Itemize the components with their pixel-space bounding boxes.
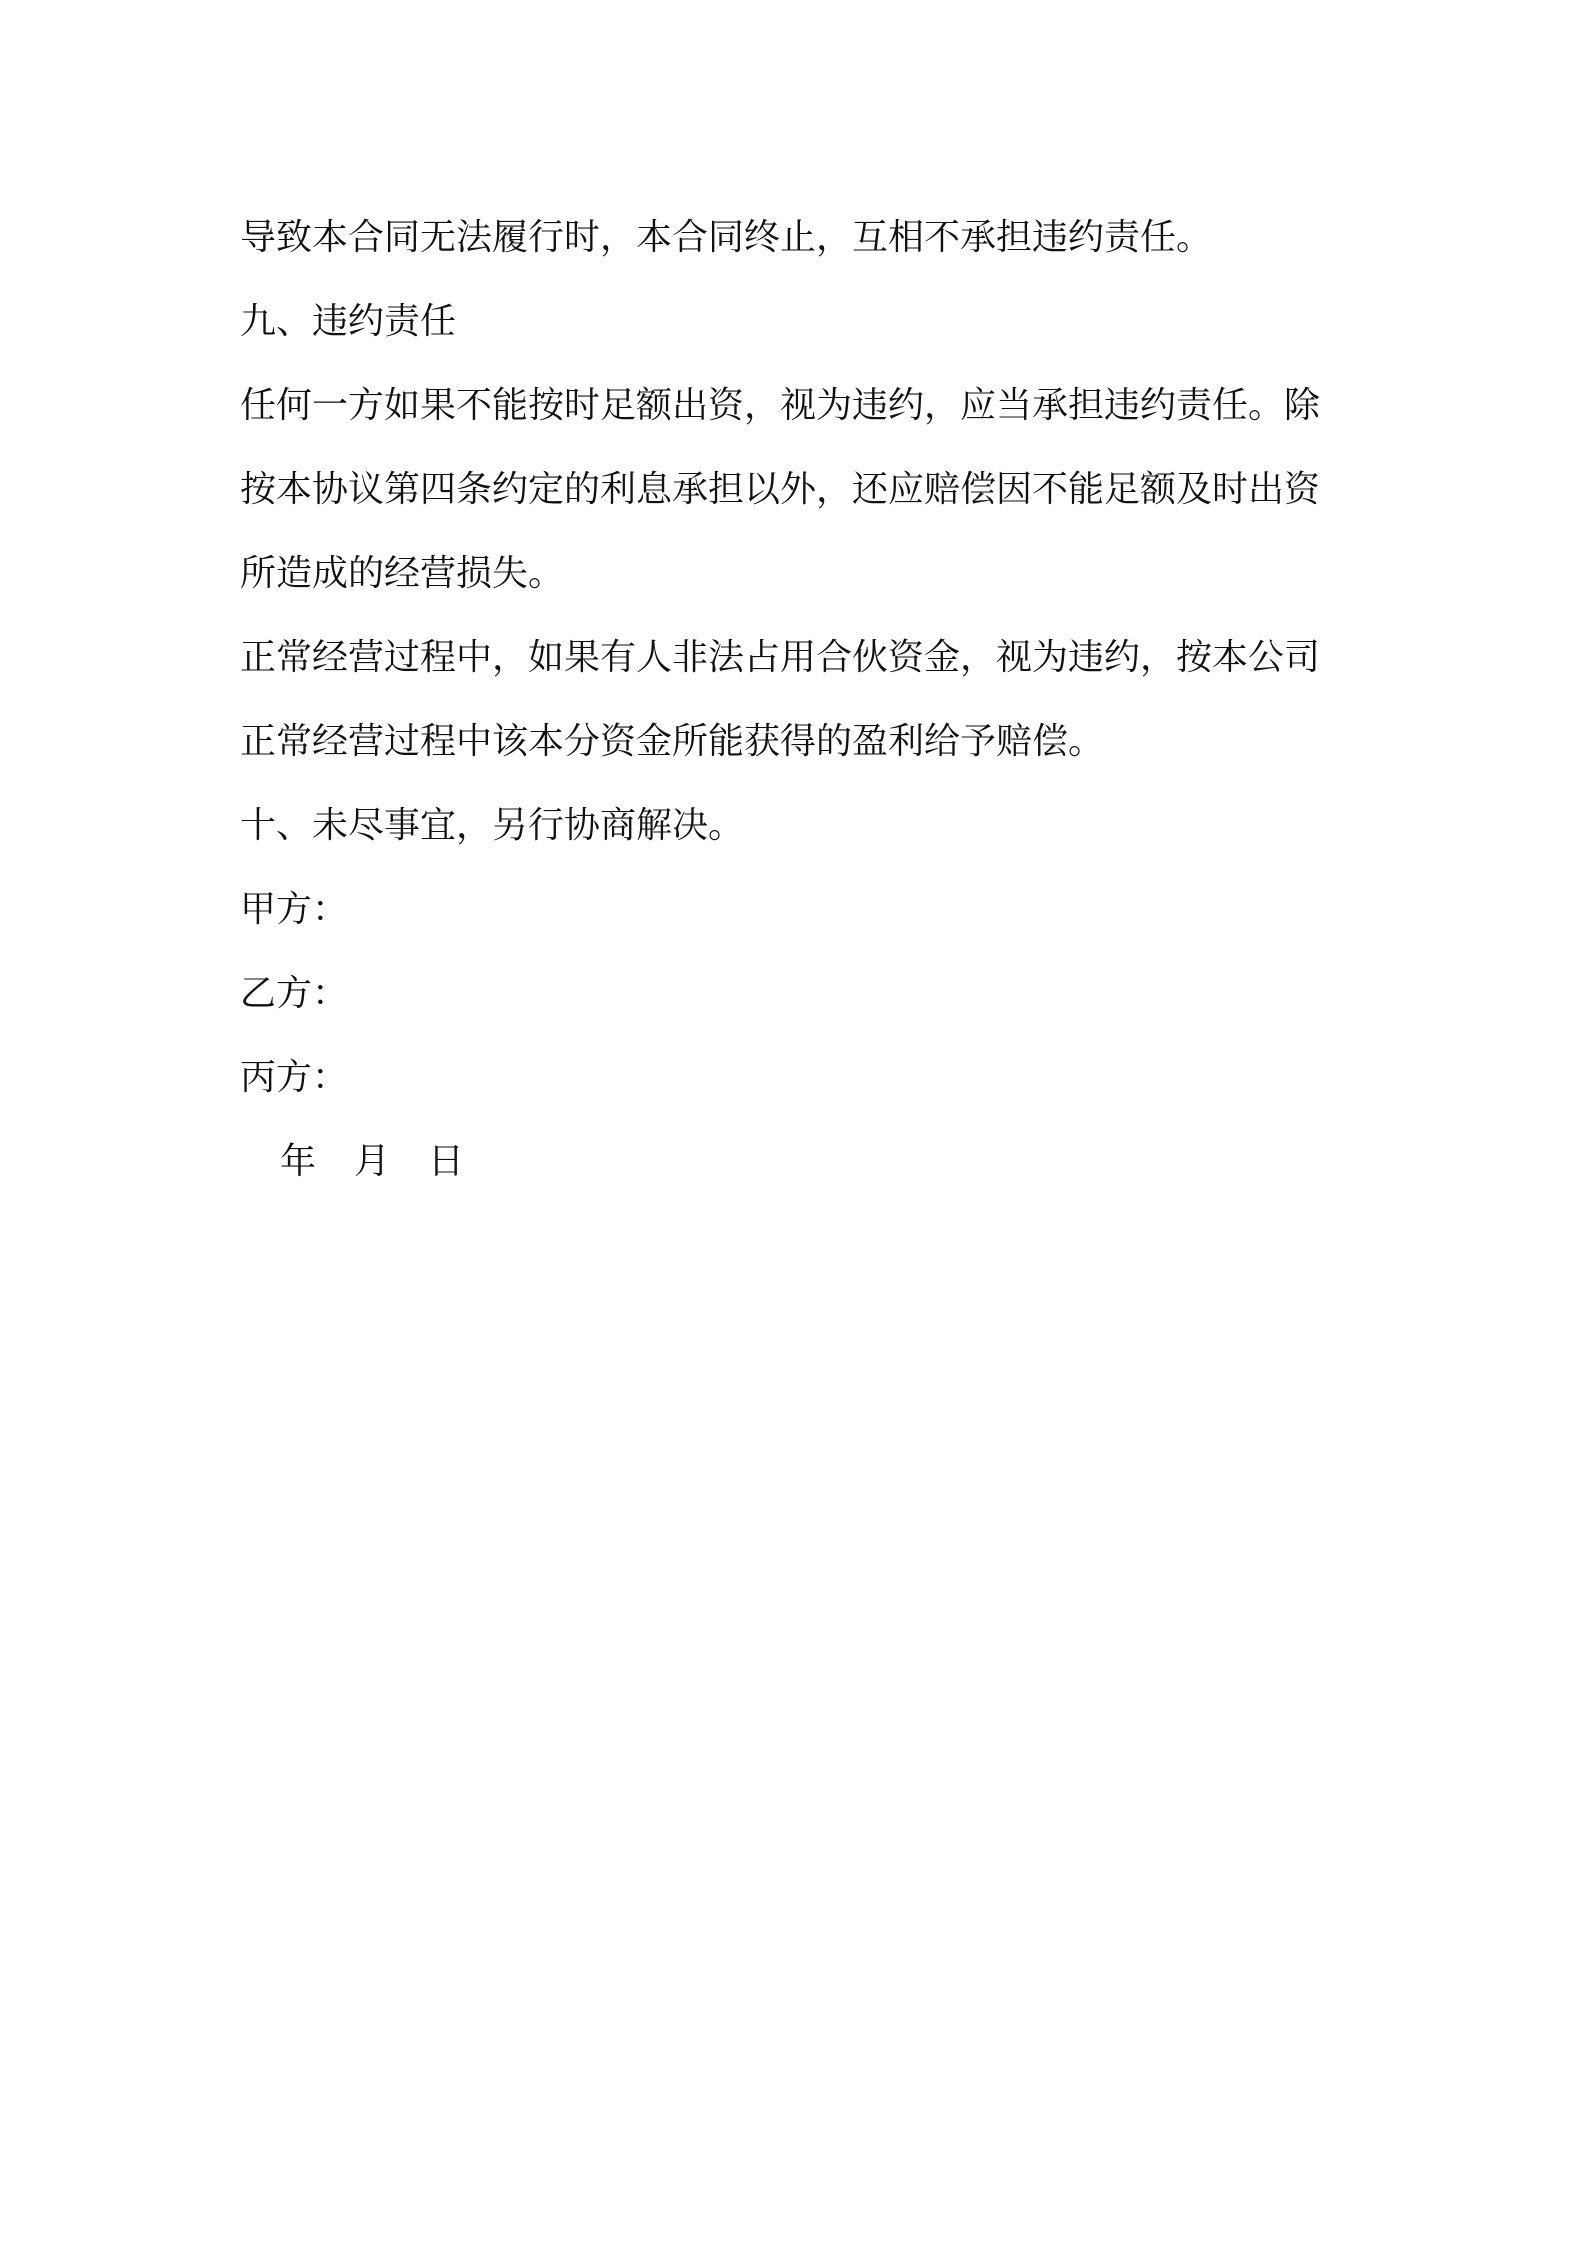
- document-body: [240, 196, 1356, 1204]
- section-heading-breach: 九、违约责任: [240, 301, 457, 342]
- date-line: [240, 1120, 1356, 1204]
- section-heading-misc: 十、未尽事宜，另行协商解决。: [240, 805, 745, 846]
- paragraph-line: 任何一方如果不能按时足额出资，视为违约，应当承担违约责任。除: [240, 385, 1321, 426]
- paragraph-line: 按本协议第四条约定的利息承担以外，还应赔偿因不能足额及时出资: [240, 469, 1321, 510]
- paragraph-line: 正常经营过程中该本分资金所能获得的盈利给予赔偿。: [240, 721, 1105, 762]
- party-a-signature-label: 甲方：: [240, 889, 349, 930]
- party-c-signature-label: 丙方：: [240, 1057, 349, 1098]
- paragraph-line: 所造成的经营损失。: [240, 553, 565, 594]
- date-month: 月: [354, 1141, 391, 1182]
- paragraph-line: 导致本合同无法履行时，本合同终止，互相不承担违约责任。: [240, 217, 1213, 258]
- paragraph-line: 正常经营过程中，如果有人非法占用合伙资金，视为违约，按本公司: [240, 637, 1321, 678]
- date-year: 年: [280, 1141, 317, 1182]
- party-b-signature-label: 乙方：: [240, 973, 349, 1014]
- date-day: 日: [428, 1141, 465, 1182]
